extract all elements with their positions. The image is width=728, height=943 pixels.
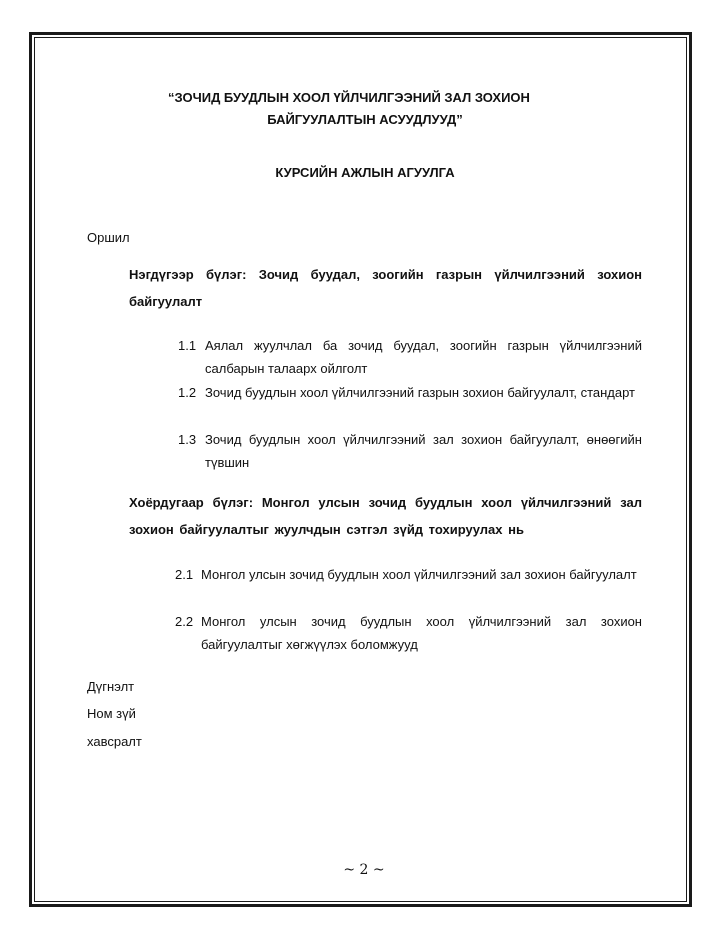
chapter-1-heading: Нэгдүгээр бүлэг: Зочид буудал, зоогийн газрын үйлчилгээний зохион байгуулалт (129, 267, 642, 309)
toc-item-number: 1.2 (178, 385, 197, 400)
toc-item-text: Аялал жуулчлал ба зочид буудал, зоогийн газрын үйлчилгээний салбарын талаарх ойлголт (205, 338, 642, 376)
document-subtitle: КУРСИЙН АЖЛЫН АГУУЛГА (275, 165, 455, 180)
document-title-line-1: “ЗОЧИД БУУДЛЫН ХООЛ ҮЙЛЧИЛГЭЭНИЙ ЗАЛ ЗОХИОН (168, 90, 530, 105)
toc-item-text: Зочид буудлын хоол үйлчилгээний газрын зохион байгуулалт, стандарт (205, 385, 636, 400)
toc-item-number: 1.3 (178, 432, 197, 447)
toc-item-number: 1.1 (178, 338, 197, 353)
toc-item-number: 2.1 (175, 567, 194, 582)
toc-item-text: Монгол улсын зочид буудлын хоол үйлчилгээний зал зохион байгуулалт (201, 567, 637, 582)
toc-item-text: Зочид буудлын хоол үйлчилгээний зал зохион байгуулалт, өнөөгийн түвшин (205, 432, 642, 470)
document-title-line-2: БАЙГУУЛАЛТЫН АСУУДЛУУД” (267, 112, 463, 127)
toc-item-text: Монгол улсын зочид буудлын хоол үйлчилгээний зал зохион байгуулалтыг хөгжүүлэх боломжууд (201, 614, 642, 652)
toc-conclusion: Дүгнэлт (87, 679, 135, 694)
toc-item-number: 2.2 (175, 614, 194, 629)
toc-references: Ном зүй (87, 706, 136, 721)
chapter-2-heading: Хоёрдугаар бүлэг: Монгол улсын зочид буудлын хоол үйлчилгээний зал зохион байгуулалтыг жуулчдын сэтгэл зүйд тохируулах нь (129, 495, 642, 537)
page-number: ~ 2 ~ (343, 862, 385, 878)
toc-intro: Оршил (87, 230, 130, 245)
toc-appendix: хавсралт (87, 734, 142, 749)
